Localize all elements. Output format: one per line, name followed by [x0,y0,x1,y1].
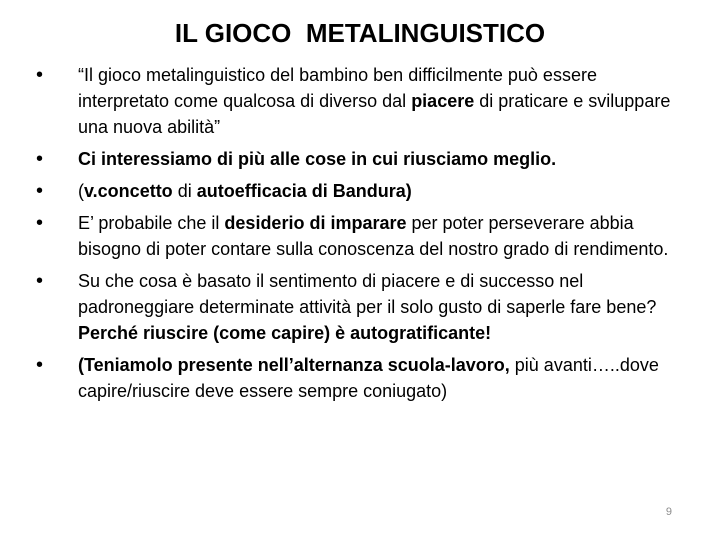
bullet-dot-icon: • [36,354,44,376]
bullet-item [36,146,686,172]
bullet-text [78,181,412,201]
bullet-dot-icon: • [36,180,44,202]
bullet-item [36,62,686,140]
bullet-text-run: più avanti…..dove capire/riuscire deve essere sempre coniugato) [78,355,659,401]
bullet-text [78,149,556,169]
bullet-text-run: di praticare e sviluppare una nuova abilità” [78,91,671,137]
bullet-text-run: ( [78,181,84,201]
bullet-text-run: di [172,181,197,201]
bullet-text-run: per poter perseverare abbia bisogno di poter contare sulla conoscenza del nostro grado di rendimento. [78,213,669,259]
bullet-text [78,213,668,259]
bullet-text-run: E’ probabile che il [78,213,225,233]
bullet-text-bold: autoefficacia di Bandura) [196,181,412,201]
bullet-item [36,268,686,346]
bullet-text-bold: v.concetto [84,181,173,201]
bullet-text-run: Su che cosa è basato il sentimento di piacere e di successo nel padroneggiare determinate attività per il solo gusto di saperle fare bene? [78,271,657,317]
bullet-item [36,352,686,404]
bullet-list [36,62,686,410]
bullet-dot-icon: • [36,212,44,234]
bullet-text-bold: Ci interessiamo di più alle cose in cui riusciamo meglio. [78,149,557,169]
slide-title: IL GIOCO METALINGUISTICO [174,18,546,48]
bullet-text-bold: piacere [411,91,475,111]
bullet-text [78,65,670,137]
bullet-dot-icon: • [36,64,44,86]
bullet-item [36,178,686,204]
bullet-text [78,355,659,401]
bullet-text-bold: (Teniamolo presente nell’alternanza scuola-lavoro, [78,355,510,375]
bullet-text [78,271,656,343]
bullet-text-bold: desiderio di imparare [224,213,407,233]
bullet-text-bold: Perché riuscire (come capire) è autogratificante! [78,323,492,343]
page-number: 9 [665,506,672,518]
bullet-dot-icon: • [36,148,44,170]
bullet-text-run: “Il gioco metalinguistico del bambino ben difficilmente può essere interpretato come qualcosa di diverso dal [78,65,597,111]
bullet-item [36,210,686,262]
bullet-dot-icon: • [36,270,44,292]
